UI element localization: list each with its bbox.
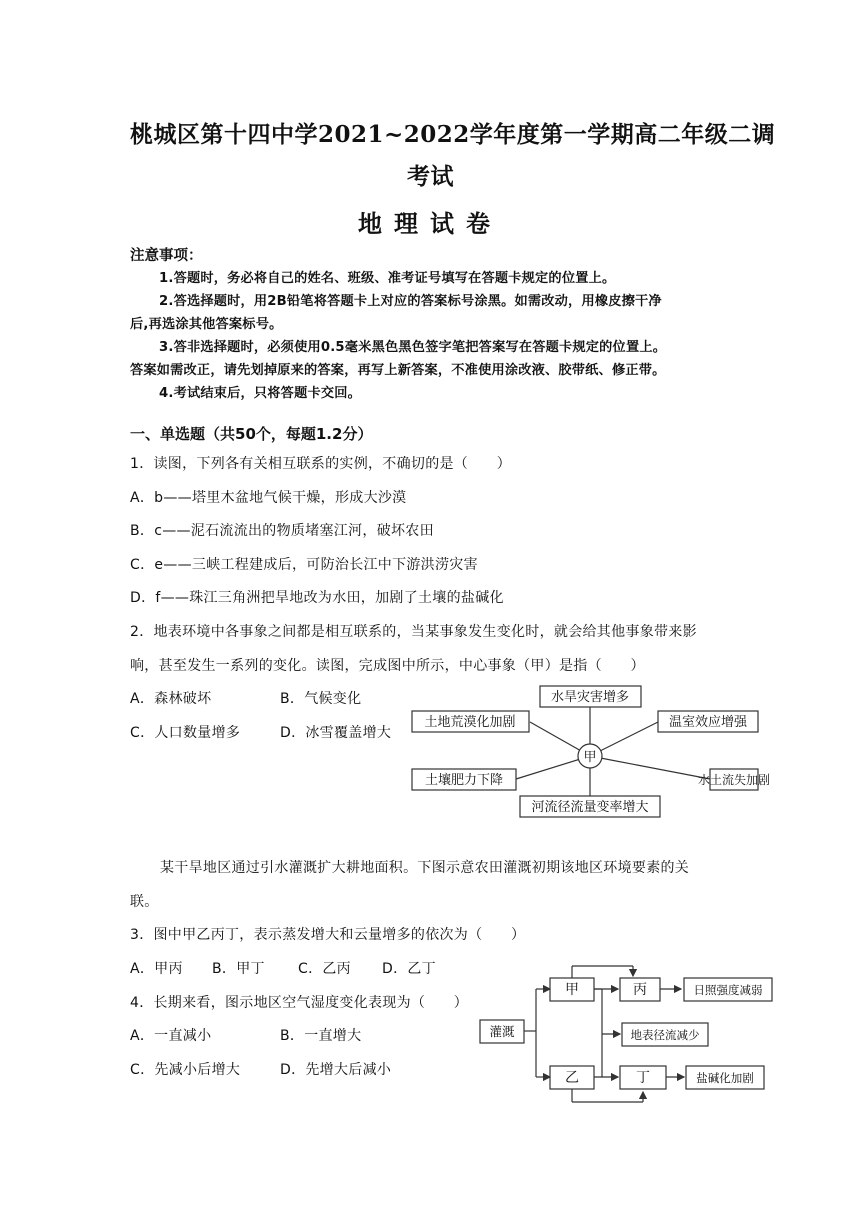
- question-2-option-a: A．森林破坏: [130, 691, 212, 707]
- question-2-option-c: C．人口数量增多: [130, 725, 241, 741]
- flow-node-runoff: 地表径流减少: [630, 1028, 700, 1042]
- question-1-option-b: B．c——泥石流流出的物质堵塞江河，破坏农田: [130, 523, 434, 539]
- notice-item: 后,再选涂其他答案标号。: [130, 317, 283, 332]
- flow-node-bing: 丙: [633, 982, 647, 998]
- question-4-option-d: D．先增大后减小: [280, 1062, 392, 1078]
- question-1-option-c: C．e——三峡工程建成后，可防治长江中下游洪涝灾害: [130, 557, 478, 573]
- flow-node-salinization: 盐碱化加剧: [696, 1071, 754, 1085]
- flow-node-irrigation: 灌溉: [489, 1024, 515, 1039]
- notice-item: 4.考试结束后，只将答题卡交回。: [159, 386, 362, 401]
- subject-title: 地理试卷: [358, 209, 502, 238]
- question-2-diagram: [410, 680, 770, 822]
- passage-line2: 联。: [130, 894, 159, 910]
- diagram-node-upper-right: 温室效应增强: [668, 715, 748, 730]
- notice-item: 2.答选择题时，用2B铅笔将答题卡上对应的答案标号涂黑。如需改动，用橡皮擦干净: [159, 294, 662, 309]
- exam-title-line1: 桃城区第十四中学2021~2022学年度第一学期高二年级二调: [130, 121, 776, 148]
- flow-node-yi: 乙: [565, 1070, 579, 1086]
- question-3-option-a: A．甲丙: [130, 961, 183, 977]
- flow-node-ding: 丁: [636, 1070, 650, 1086]
- question-4-option-a: A．一直减小: [130, 1028, 212, 1044]
- diagram-node-lower-left: 土壤肥力下降: [424, 773, 504, 788]
- question-3-option-b: B．甲丁: [212, 961, 265, 977]
- question-2-option-b: B．气候变化: [280, 691, 362, 707]
- diagram-node-top: 水旱灾害增多: [550, 690, 630, 705]
- question-2-option-d: D．冰雪覆盖增大: [280, 725, 392, 741]
- question-3-stem: 3．图中甲乙丙丁，表示蒸发增大和云量增多的依次为（ ）: [130, 927, 526, 943]
- section-heading: 一、单选题（共50个，每题1.2分）: [130, 425, 373, 443]
- question-4-option-b: B．一直增大: [280, 1028, 362, 1044]
- question-3-4-flow-diagram: [478, 960, 778, 1110]
- diagram-node-lower-right: 水土流失加剧: [697, 773, 770, 787]
- flow-node-sunlight: 日照强度减弱: [693, 983, 763, 997]
- question-3-option-c: C．乙丙: [298, 961, 351, 977]
- notice-item: 1.答题时，务必将自己的姓名、班级、准考证号填写在答题卡规定的位置上。: [159, 271, 616, 286]
- question-1-option-a: A．b——塔里木盆地气候干燥，形成大沙漠: [130, 490, 407, 506]
- question-2-stem-line2: 响，甚至发生一系列的变化。读图，完成图中所示，中心事象（甲）是指（ ）: [130, 658, 645, 674]
- question-1-option-d: D．f——珠江三角洲把旱地改为水田，加剧了土壤的盐碱化: [130, 590, 504, 606]
- question-3-option-d: D．乙丁: [382, 961, 436, 977]
- exam-title-line2: 考试: [407, 163, 454, 190]
- flow-node-jia: 甲: [565, 982, 579, 998]
- notice-item: 3.答非选择题时，必须使用0.5毫米黑色黑色签字笔把答案写在答题卡规定的位置上。: [159, 340, 667, 355]
- question-1-stem: 1．读图，下列各有关相互联系的实例，不确切的是（ ）: [130, 456, 512, 472]
- question-2-stem-line1: 2．地表环境中各事象之间都是相互联系的，当某事象发生变化时，就会给其他事象带来影: [130, 624, 697, 640]
- diagram-node-upper-left: 土地荒漠化加剧: [424, 715, 516, 730]
- question-4-stem: 4．长期来看，图示地区空气湿度变化表现为（ ）: [130, 995, 469, 1011]
- notice-heading: 注意事项：: [130, 248, 203, 264]
- notice-item: 答案如需改正，请先划掉原来的答案，再写上新答案，不准使用涂改液、胶带纸、修正带。: [130, 363, 666, 378]
- question-4-option-c: C．先减小后增大: [130, 1062, 241, 1078]
- passage-line1: 某干旱地区通过引水灌溉扩大耕地面积。下图示意农田灌溉初期该地区环境要素的关: [160, 860, 690, 876]
- diagram-center-node: 甲: [583, 750, 597, 765]
- diagram-node-bottom: 河流径流量变率增大: [531, 800, 649, 815]
